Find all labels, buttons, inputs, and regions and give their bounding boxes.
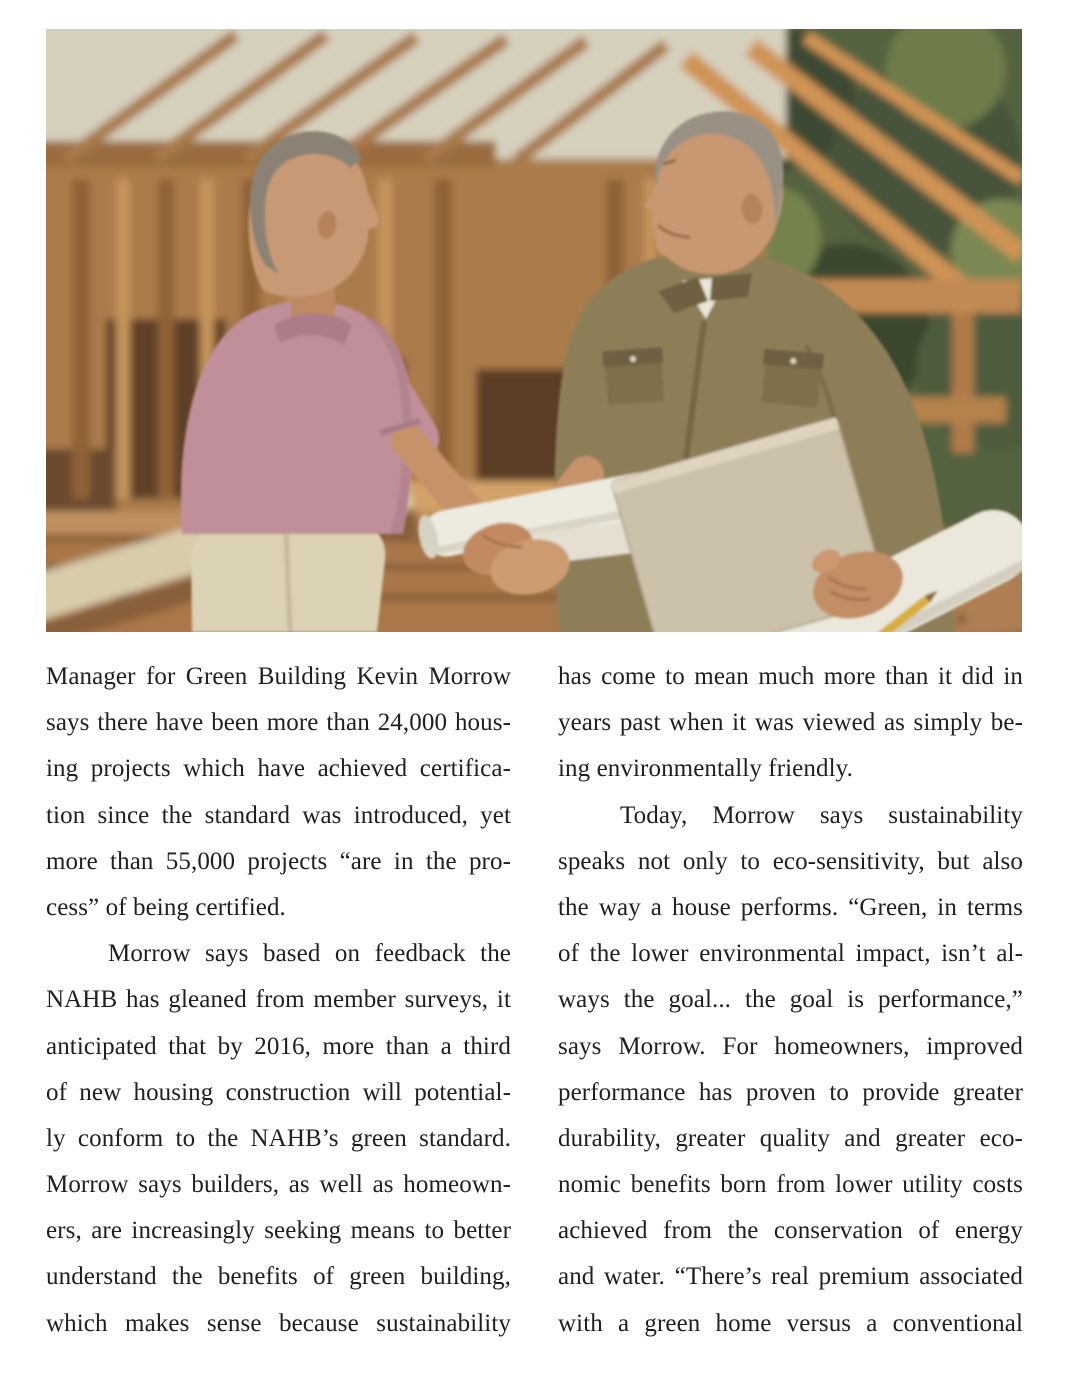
text-line: which makes sense because sustainability xyxy=(46,1309,511,1337)
text-line: says there have been more than 24,000 hous- xyxy=(46,709,511,737)
text-line: NAHB has gleaned from member surveys, it xyxy=(46,986,511,1014)
text-line: Today, Morrow says sustainability xyxy=(620,801,1023,829)
text-line: says Morrow. For homeowners, improved xyxy=(558,1032,1023,1060)
text-line: of the lower environmental impact, isn’t al- xyxy=(558,940,1023,968)
article-column-right xyxy=(558,654,1023,1347)
text-line: has come to mean much more than it did in xyxy=(558,663,1023,690)
text-line: Manager for Green Building Kevin Morrow xyxy=(46,663,511,690)
text-line: achieved from the conservation of energy xyxy=(558,1217,1023,1245)
text-line: Morrow says based on feedback the xyxy=(108,940,511,968)
article-column-left xyxy=(46,654,511,1347)
text-line: more than 55,000 projects “are in the pro- xyxy=(46,847,511,875)
photo-illustration xyxy=(46,29,1022,632)
shirt-pocket-right xyxy=(760,348,824,407)
text-line: tion since the standard was introduced, yet xyxy=(46,801,511,829)
text-line: of new housing construction will potential- xyxy=(46,1078,511,1106)
text-line: ways the goal... the goal is performance,” xyxy=(558,986,1023,1014)
text-line: years past when it was viewed as simply be- xyxy=(558,709,1023,737)
shirt-pocket-left xyxy=(602,347,666,405)
text-line: speaks not only to eco-sensitivity, but also xyxy=(558,847,1023,875)
text-line: performance has proven to provide greater xyxy=(558,1078,1023,1106)
text-line: nomic benefits born from lower utility costs xyxy=(558,1171,1023,1199)
text-line: understand the benefits of green building, xyxy=(46,1263,511,1291)
article-body xyxy=(46,654,1023,1347)
text-line: anticipated that by 2016, more than a third xyxy=(46,1032,511,1060)
text-line: ly conform to the NAHB’s green standard. xyxy=(46,1124,511,1152)
text-line: Morrow says builders, as well as homeown- xyxy=(46,1171,511,1199)
text-line: ing environmentally friendly. xyxy=(558,755,853,783)
construction-handshake-photo xyxy=(46,29,1022,632)
text-line: cess” of being certified. xyxy=(46,893,286,921)
text-line: and water. “There’s real premium associated xyxy=(558,1263,1023,1291)
text-line: durability, greater quality and greater eco- xyxy=(558,1124,1023,1152)
text-line: ers, are increasingly seeking means to better xyxy=(46,1217,511,1245)
text-line: ing projects which have achieved certifica- xyxy=(46,755,511,783)
text-line: with a green home versus a conventional xyxy=(558,1309,1023,1337)
text-line: the way a house performs. “Green, in terms xyxy=(558,893,1023,921)
